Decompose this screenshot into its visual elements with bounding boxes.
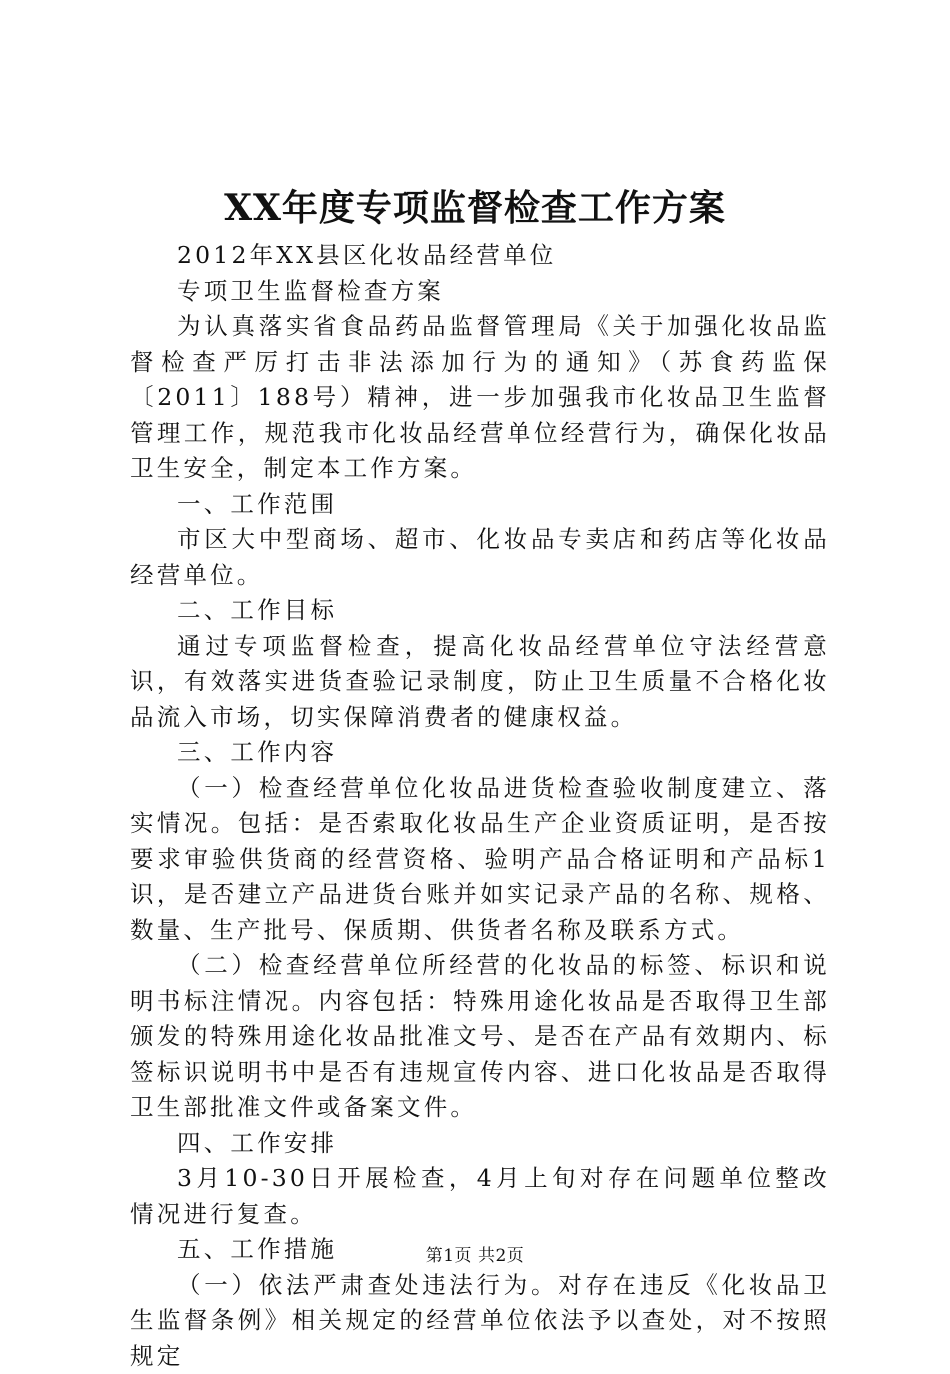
paragraph-measures-1: （一）依法严肃查处违法行为。对存在违反《化妆品卫生监督条例》相关规定的经营单位依法予以查处，对不按照规定 (130, 1268, 830, 1374)
paragraph-subtitle-line-2: 专项卫生监督检查方案 (130, 274, 830, 310)
paragraph-intro: 为认真落实省食品药品监督管理局《关于加强化妆品监督检查严厉打击非法添加行为的通知》（苏食药监保〔2011〕188号）精神，进一步加强我市化妆品卫生监督管理工作，规范我市化妆品经营单位经营行为，确保化妆品卫生安全，制定本工作方案。 (130, 309, 830, 487)
paragraph-content-2: （二）检查经营单位所经营的化妆品的标签、标识和说明书标注情况。内容包括：特殊用途化妆品是否取得卫生部颁发的特殊用途化妆品批准文号、是否在产品有效期内、标签标识说明书中是否有违规宣传内容、进口化妆品是否取得卫生部批准文件或备案文件。 (130, 948, 830, 1126)
paragraph-subtitle-line-1: 2012年XX县区化妆品经营单位 (130, 238, 830, 274)
section-heading-scope: 一、工作范围 (130, 487, 830, 523)
page-indicator: 第1页 共2页 (426, 1246, 525, 1266)
section-heading-goal: 二、工作目标 (130, 593, 830, 629)
paragraph-goal: 通过专项监督检查，提高化妆品经营单位守法经营意识，有效落实进货查验记录制度，防止卫生质量不合格化妆品流入市场，切实保障消费者的健康权益。 (130, 629, 830, 736)
paragraph-schedule: 3月10-30日开展检查，4月上旬对存在问题单位整改情况进行复查。 (130, 1161, 830, 1232)
section-heading-content: 三、工作内容 (130, 735, 830, 771)
section-heading-measures: 五、工作措施 (130, 1232, 830, 1268)
paragraph-scope: 市区大中型商场、超市、化妆品专卖店和药店等化妆品经营单位。 (130, 522, 830, 593)
section-heading-schedule: 四、工作安排 (130, 1126, 830, 1162)
document-body (130, 238, 830, 1374)
document-title: XX年度专项监督检查工作方案 (0, 184, 950, 232)
page-footer (0, 1244, 950, 1268)
paragraph-content-1: （一）检查经营单位化妆品进货检查验收制度建立、落实情况。包括：是否索取化妆品生产企业资质证明，是否按要求审验供货商的经营资格、验明产品合格证明和产品标1识，是否建立产品进货台账并如实记录产品的名称、规格、数量、生产批号、保质期、供货者名称及联系方式。 (130, 771, 830, 949)
